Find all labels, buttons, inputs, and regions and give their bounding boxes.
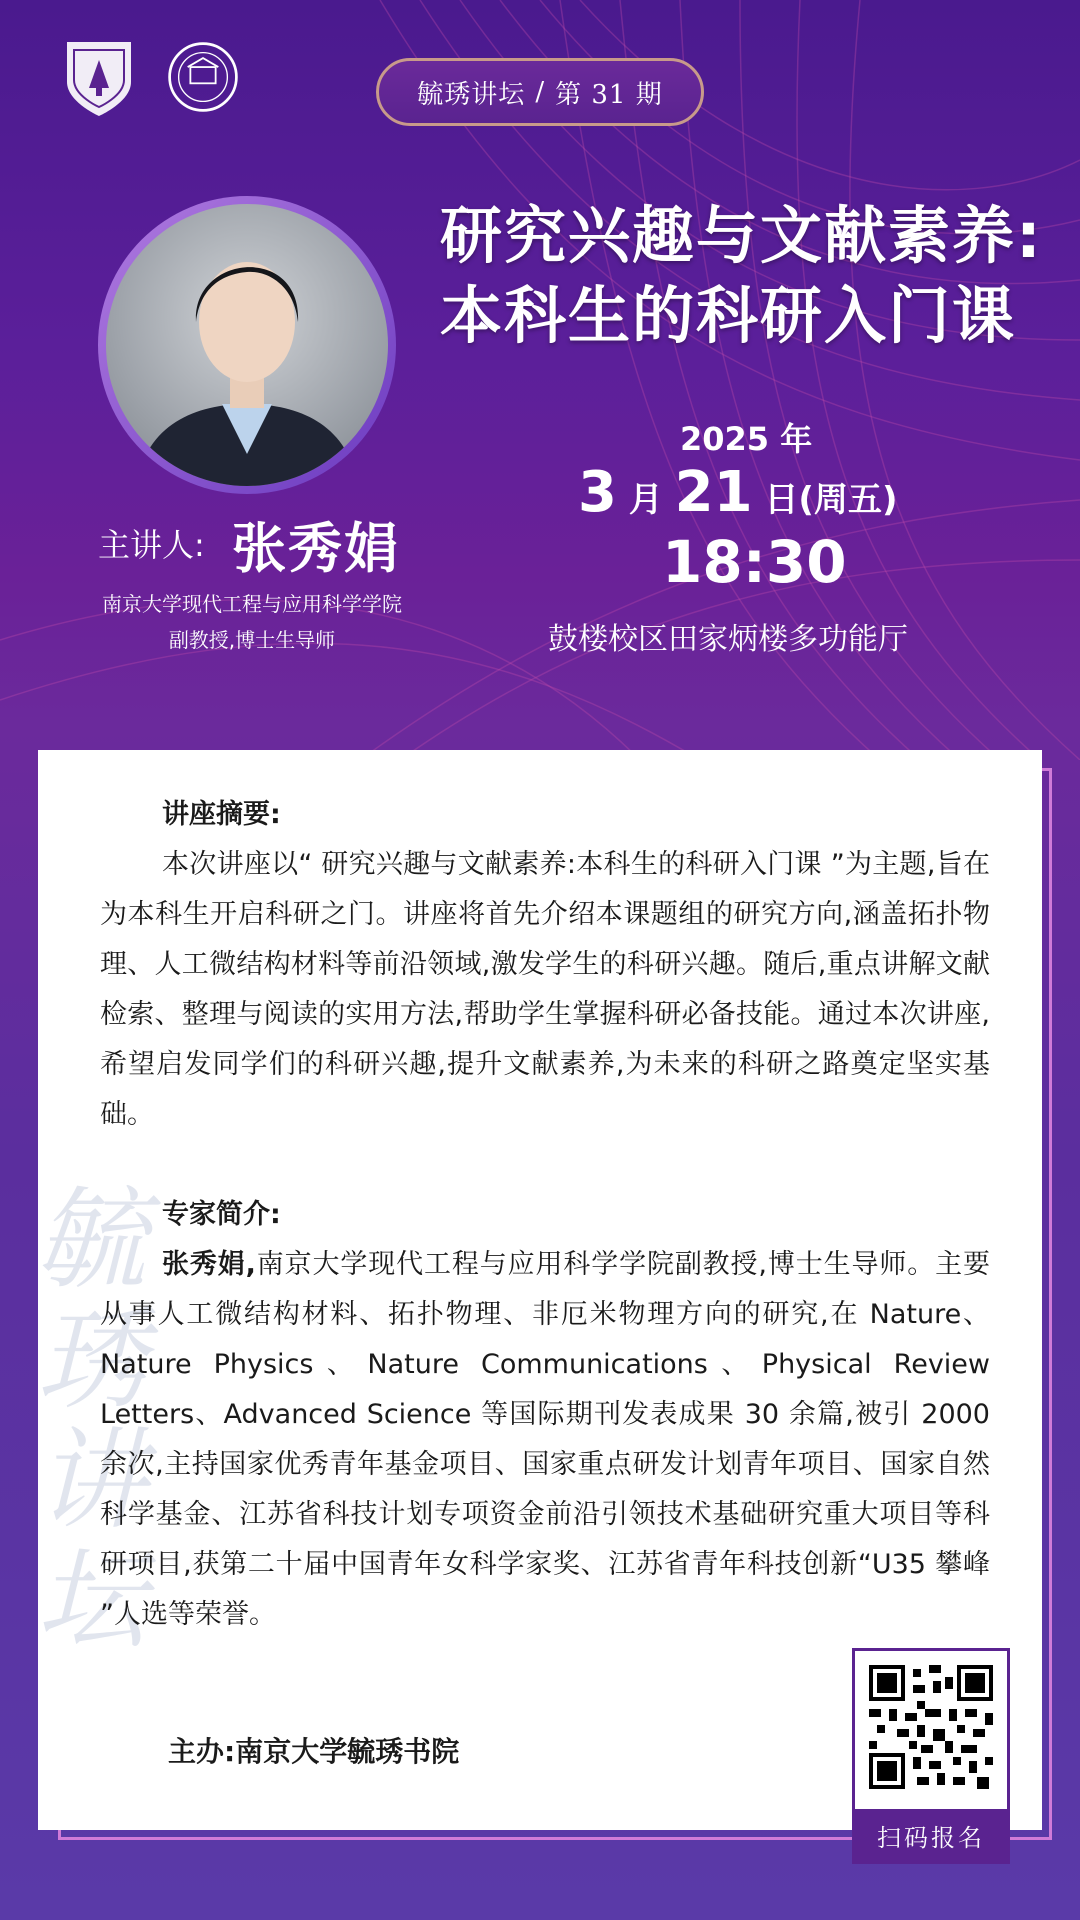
event-year: 2025 年 — [680, 420, 813, 458]
event-month: 3 — [578, 460, 617, 525]
lecture-title — [440, 196, 1060, 356]
speaker-affiliation-block — [0, 586, 504, 658]
bio-paragraph — [100, 1240, 990, 1640]
speaker-photo — [106, 204, 388, 486]
speaker-affiliation: 南京大学现代工程与应用科学学院 — [102, 592, 402, 616]
event-venue: 鼓楼校区田家炳楼多功能厅 — [548, 622, 908, 657]
title-line-2: 本科生的科研入门课 — [440, 279, 1017, 352]
forum-issue-pill — [376, 58, 704, 126]
speaker-photo-frame — [98, 196, 396, 494]
forum-watermark: 毓琇讲坛 — [36, 1176, 146, 1664]
abstract-text: 本次讲座以“ 研究兴趣与文献素养:本科生的科研入门课 ”为主题,旨在为本科生开启科研之门。讲座将首先介绍本课题组的研究方向,涵盖拓扑物理、人工微结构材料等前沿领域,激发学生的科研兴趣。随后,重点讲解文献检索、整理与阅读的实用方法,帮助学生掌握科研必备技能。通过本次讲座,希望启发同学们的科研兴趣,提升文献素养,为未来的科研之路奠定坚实基础。 — [100, 849, 990, 1130]
speaker-position: 副教授,博士生导师 — [168, 628, 336, 652]
yuxiu-college-seal-icon — [166, 36, 240, 118]
title-line-1: 研究兴趣与文献素养: — [440, 199, 1043, 272]
bio-heading: 专家简介: — [162, 1199, 281, 1230]
organizer-line: 主办:南京大学毓琇书院 — [168, 1735, 460, 1768]
event-time: 18:30 — [662, 528, 847, 596]
card-content — [100, 790, 990, 1640]
event-day: 21 — [674, 460, 753, 525]
registration-qr[interactable] — [852, 1648, 1010, 1864]
qr-register-label: 扫码报名 — [855, 1809, 1007, 1861]
speaker-label: 主讲人: — [98, 526, 205, 564]
abstract-heading: 讲座摘要: — [162, 799, 281, 830]
nanjing-university-crest-icon — [62, 36, 136, 118]
event-month-unit: 月 — [628, 480, 663, 520]
issue-number: 第 31 期 — [555, 79, 663, 110]
bio-name: 张秀娟, — [162, 1249, 256, 1280]
logo-group — [62, 36, 240, 118]
bio-text: 南京大学现代工程与应用科学学院副教授,博士生导师。主要从事人工微结构材料、拓扑物理、非厄米物理方向的研究,在 Nature、Nature Physics、Nature Communications、Physical Review Letters、Advanced Science 等国际期刊发表成果 30 余篇,被引 2000 余次,主持国家优秀青年基金项目、国家重点研发计划青年项目、国家自然科学基金、江苏省科技计划专项资金前沿引领技术基础研究重大项目等科研项目,获第二十届中国青年女科学家奖、江苏省青年科技创新“U35 攀峰 ”人选等荣誉。 — [100, 1249, 990, 1630]
forum-name: 毓琇讲坛 — [417, 79, 526, 110]
speaker-name: 张秀娟 — [232, 517, 400, 580]
event-day-unit: 日(周五) — [764, 480, 898, 520]
pill-separator: / — [535, 77, 546, 107]
qr-code-icon[interactable] — [865, 1661, 997, 1793]
event-date — [578, 460, 898, 525]
